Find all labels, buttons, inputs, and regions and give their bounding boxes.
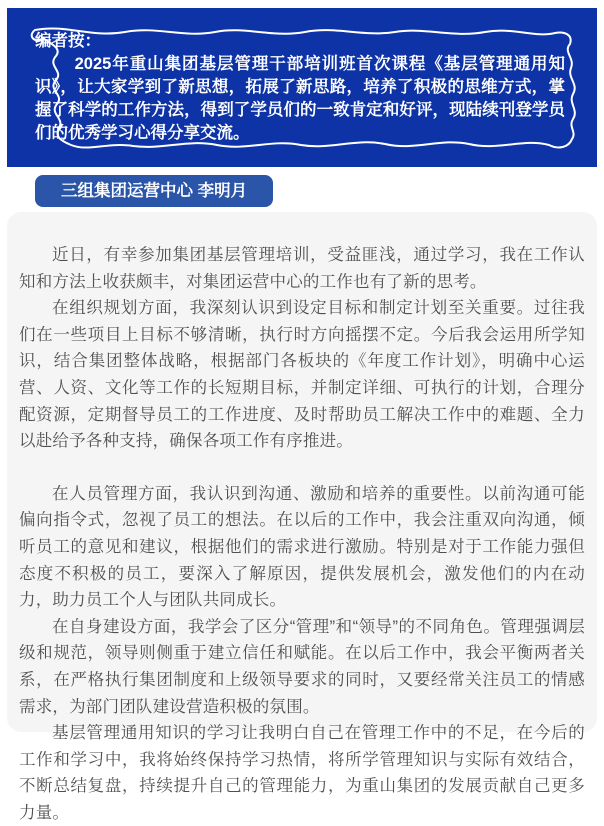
article-card xyxy=(7,212,597,822)
article-paragraph: 在人员管理方面，我认识到沟通、激励和培养的重要性。以前沟通可能偏向指令式，忽视了员工的想法。在以后的工作中，我会注重双向沟通，倾听员工的意见和建议，根据他们的需求进行激励。特别是对于工作能力强但态度不积极的员工，要深入了解原因，提供发展机会，激发他们的内在动力，助力员工个人与团队共同成长。 xyxy=(19,484,585,610)
article-paragraph: 基层管理通用知识的学习让我明白自己在管理工作中的不足，在今后的工作和学习中，我将始终保持学习热情，将所学管理知识与实际有效结合，不断总结复盘，持续提升自己的管理能力，为重山集团的发展贡献自己更多力量。 xyxy=(19,724,585,822)
author-badge: 三组集团运营中心 李明月 xyxy=(35,175,273,207)
editor-note-body: 2025年重山集团基层管理干部培训班首次课程《基层管理通用知识》，让大家学到了新思想，拓展了新思路，培养了积极的思维方式，掌握了科学的工作方法，得到了学员们的一致肯定和好评，现陆续刊登学员们的优秀学习心得分享交流。 xyxy=(35,55,565,142)
editor-note-content xyxy=(7,8,597,145)
article-paragraph: 在组织规划方面，我深刻认识到设定目标和制定计划至关重要。过往我们在一些项目上目标不够清晰，执行时方向摇摆不定。今后我会运用所学知识，结合集团整体战略，根据部门各板块的《年度工作计划》，明确中心运营、人资、文化等工作的长短期目标，并制定详细、可执行的计划，合理分配资源，定期督导员工的工作进度、及时帮助员工解决工作中的难题、全力以赴给予各种支持，确保各项工作有序推进。 xyxy=(19,299,585,451)
editor-note-label: 编者按： xyxy=(35,32,101,50)
author-badge-row xyxy=(35,175,273,207)
article-paragraph: 近日，有幸参加集团基层管理培训，受益匪浅，通过学习，我在工作认知和方法上收获颇丰，对集团运营中心的工作也有了新的思考。 xyxy=(19,246,585,291)
article-paragraph: 在自身建设方面，我学会了区分“管理”和“领导”的不同角色。管理强调层级和规范，领导则侧重于建立信任和赋能。在以后工作中，我会平衡两者关系，在严格执行集团制度和上级领导要求的同时，又要经常关注员工的情感需求，为部门团队建设营造积极的氛围。 xyxy=(19,617,585,716)
editor-note-box xyxy=(7,8,597,167)
